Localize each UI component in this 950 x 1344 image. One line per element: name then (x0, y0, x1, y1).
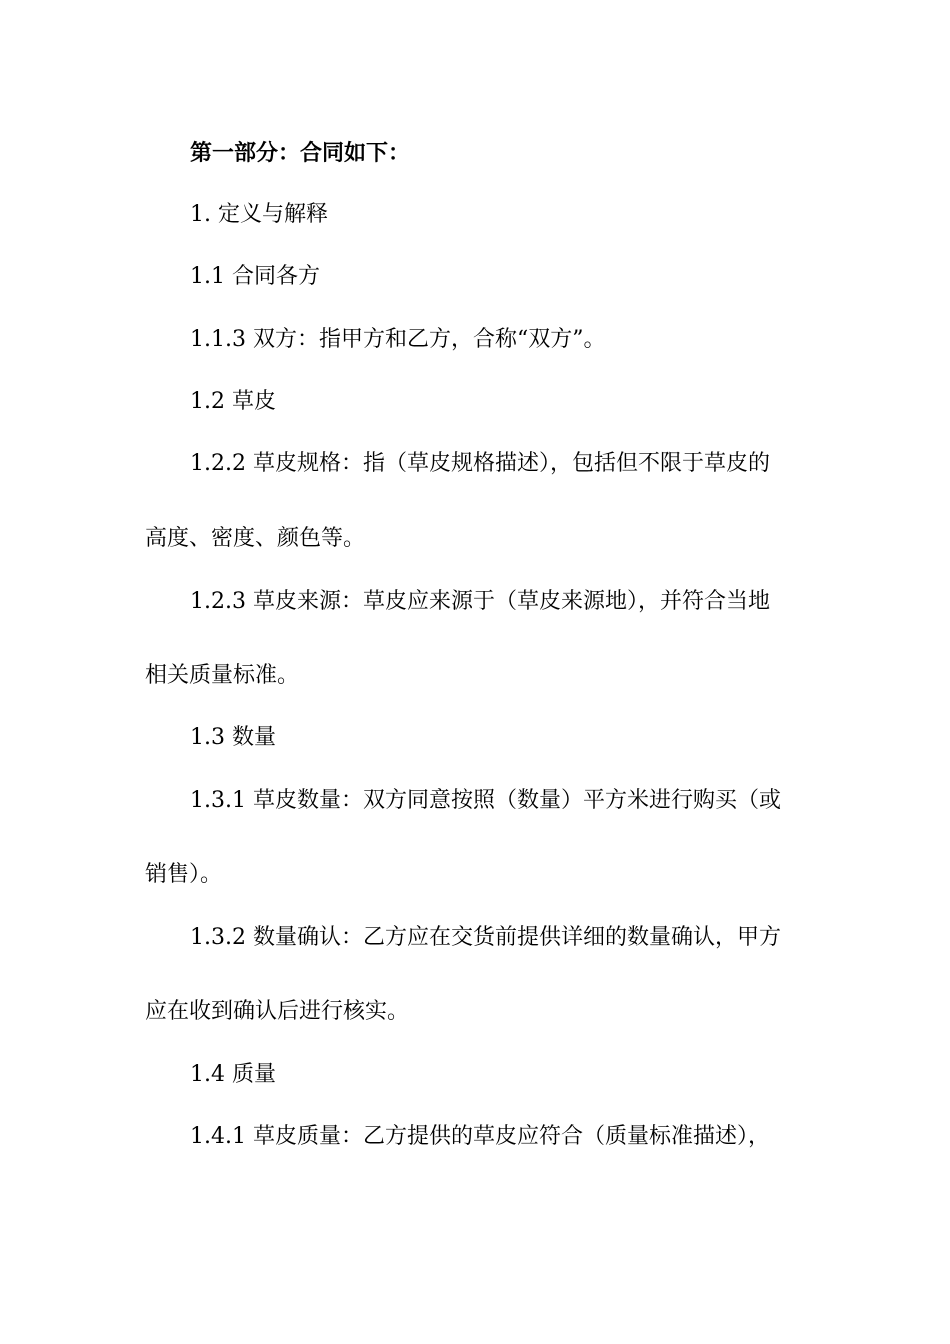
section-title: 第一部分：合同如下： (190, 140, 411, 166)
clause-1-2-2-line2: 高度、密度、颜色等。 (145, 526, 366, 551)
clause-1-3-2-line2: 应在收到确认后进行核实。 (145, 999, 410, 1024)
clause-1-2-3-line2: 相关质量标准。 (145, 663, 300, 688)
clause-1-2-3-line1: 1.2.3 草皮来源：草皮应来源于（草皮来源地），并符合当地 (190, 589, 770, 614)
heading-parties: 1.1 合同各方 (190, 264, 320, 289)
clause-1-2-2-line1: 1.2.2 草皮规格：指（草皮规格描述），包括但不限于草皮的 (190, 451, 770, 476)
heading-quality: 1.4 质量 (190, 1062, 276, 1087)
heading-definitions: 1. 定义与解释 (190, 202, 328, 227)
clause-1-3-2-line1: 1.3.2 数量确认：乙方应在交货前提供详细的数量确认，甲方 (190, 925, 781, 950)
clause-1-4-1-line1: 1.4.1 草皮质量：乙方提供的草皮应符合（质量标准描述）， (190, 1124, 770, 1149)
heading-quantity: 1.3 数量 (190, 725, 276, 750)
clause-1-1-3: 1.1.3 双方：指甲方和乙方，合称“双方”。 (190, 327, 606, 352)
clause-1-3-1-line1: 1.3.1 草皮数量：双方同意按照（数量）平方米进行购买（或 (190, 788, 781, 813)
clause-1-3-1-line2: 销售）。 (145, 862, 223, 887)
heading-turf: 1.2 草皮 (190, 389, 276, 414)
